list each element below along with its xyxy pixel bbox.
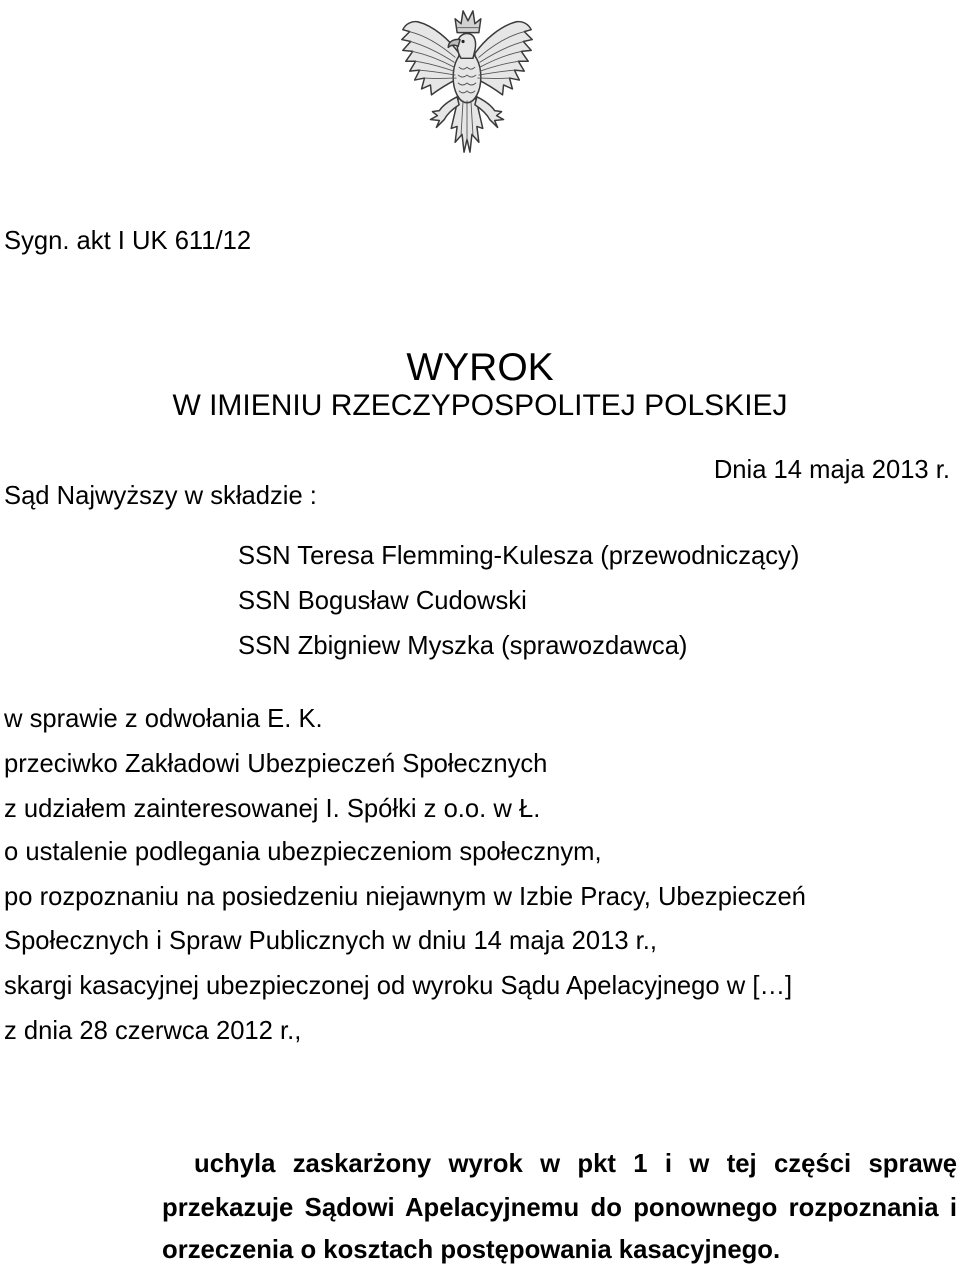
case-line: z udziałem zainteresowanej I. Spółki z o.o. w Ł.	[4, 795, 541, 823]
case-line: przeciwko Zakładowi Ubezpieczeń Społecznych	[4, 750, 548, 778]
judgment-date: Dnia 14 maja 2013 r.	[713, 456, 950, 484]
case-line: z dnia 28 czerwca 2012 r.,	[4, 1017, 302, 1045]
case-number: Sygn. akt I UK 611/12	[4, 227, 252, 255]
eagle-eye	[461, 40, 464, 43]
case-line: w sprawie z odwołania E. K.	[4, 705, 323, 733]
ruling-line: uchyla zaskarżony wyrok w pkt 1 i w tej części sprawę	[194, 1150, 957, 1178]
judge-rapporteur: SSN Zbigniew Myszka (sprawozdawca)	[238, 632, 688, 660]
case-line: o ustalenie podlegania ubezpieczeniom społecznym,	[4, 838, 602, 866]
document-title: WYROK	[406, 346, 554, 389]
case-line: skargi kasacyjnej ubezpieczonej od wyroku Sądu Apelacyjnego w […]	[4, 972, 793, 1000]
case-line: Społecznych i Spraw Publicznych w dniu 14 maja 2013 r.,	[4, 927, 657, 955]
emblem	[397, 2, 537, 165]
judge-member: SSN Bogusław Cudowski	[238, 587, 527, 615]
judge-presiding: SSN Teresa Flemming-Kulesza (przewodniczący)	[238, 542, 800, 570]
polish-eagle-emblem-icon	[397, 2, 537, 165]
case-line: po rozpoznaniu na posiedzeniu niejawnym w Izbie Pracy, Ubezpieczeń	[4, 883, 806, 911]
court-composition-label: Sąd Najwyższy w składzie :	[4, 482, 317, 510]
ruling-line: orzeczenia o kosztach postępowania kasacyjnego.	[162, 1236, 781, 1264]
ruling-line: przekazuje Sądowi Apelacyjnemu do ponownego rozpoznania i	[162, 1194, 957, 1222]
document-subtitle: W IMIENIU RZECZYPOSPOLITEJ POLSKIEJ	[172, 389, 788, 422]
